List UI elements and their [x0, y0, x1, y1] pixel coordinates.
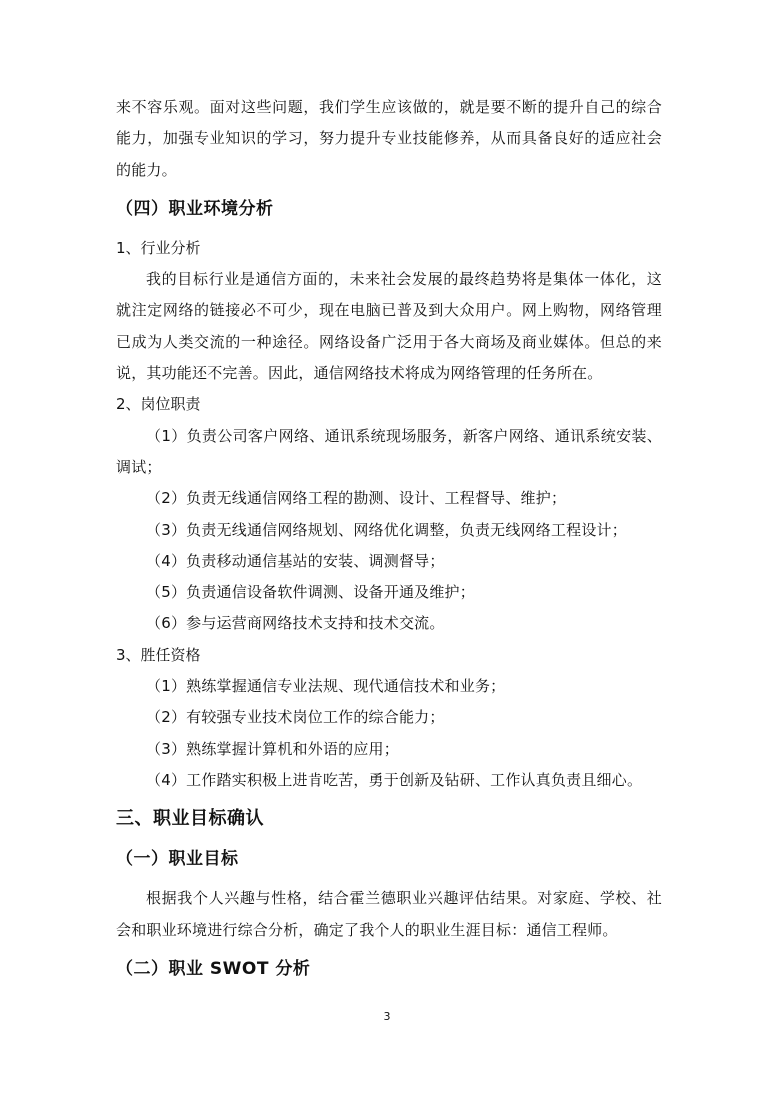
list-item: （2）有较强专业技术岗位工作的综合能力； [146, 708, 445, 727]
career-goal-paragraph: 根据我个人兴趣与性格，结合霍兰德职业兴趣评估结果。对家庭、学校、社会和职业环境进行综合分析，确定了我个人的职业生涯目标：通信工程师。 [116, 889, 662, 939]
page-number: 3 [383, 1010, 391, 1023]
list-item: （4）负责移动通信基站的安装、调测督导； [146, 551, 445, 570]
list-item: （1）负责公司客户网络、通讯系统现场服务，新客户网络、通讯系统安装、调试； [116, 426, 662, 476]
section-heading-career-goal: （一）职业目标 [116, 849, 239, 870]
chapter-heading-career-goal: 三、职业目标确认 [116, 808, 264, 830]
list-item: （5）负责通信设备软件调测、设备开通及维护； [146, 583, 475, 602]
list-item: （2）负责无线通信网络工程的勘测、设计、工程督导、维护； [146, 489, 567, 508]
list-item: （4）工作踏实积极上进肯吃苦，勇于创新及钻研、工作认真负责且细心。 [146, 770, 643, 789]
list-item: （6）参与运营商网络技术支持和技术交流。 [146, 614, 445, 633]
section-heading-swot: （二）职业 SWOT 分析 [116, 958, 311, 979]
subheading-job-duties: 2、岗位职责 [116, 395, 201, 414]
page-content [116, 92, 662, 993]
list-item: （1）熟练掌握通信专业法规、现代通信技术和业务； [146, 677, 506, 696]
subheading-industry-analysis: 1、行业分析 [116, 238, 201, 257]
section-heading-career-environment: （四）职业环境分析 [116, 198, 274, 219]
subheading-qualifications: 3、胜任资格 [116, 645, 201, 664]
list-item: （3）熟练掌握计算机和外语的应用； [146, 739, 399, 758]
industry-analysis-paragraph: 我的目标行业是通信方面的，未来社会发展的最终趋势将是集体一体化，这就注定网络的链接必不可少，现在电脑已普及到大众用户。网上购物，网络管理已成为人类交流的一种途径。网络设备广泛用于各大商场及商业媒体。但总的来说，其功能还不完善。因此，通信网络技术将成为网络管理的任务所在。 [116, 270, 662, 383]
intro-paragraph: 来不容乐观。面对这些问题，我们学生应该做的，就是要不断的提升自己的综合能力，加强专业知识的学习，努力提升专业技能修养，从而具备良好的适应社会的能力。 [116, 98, 662, 179]
list-item: （3）负责无线通信网络规划、网络优化调整，负责无线网络工程设计； [146, 520, 627, 539]
